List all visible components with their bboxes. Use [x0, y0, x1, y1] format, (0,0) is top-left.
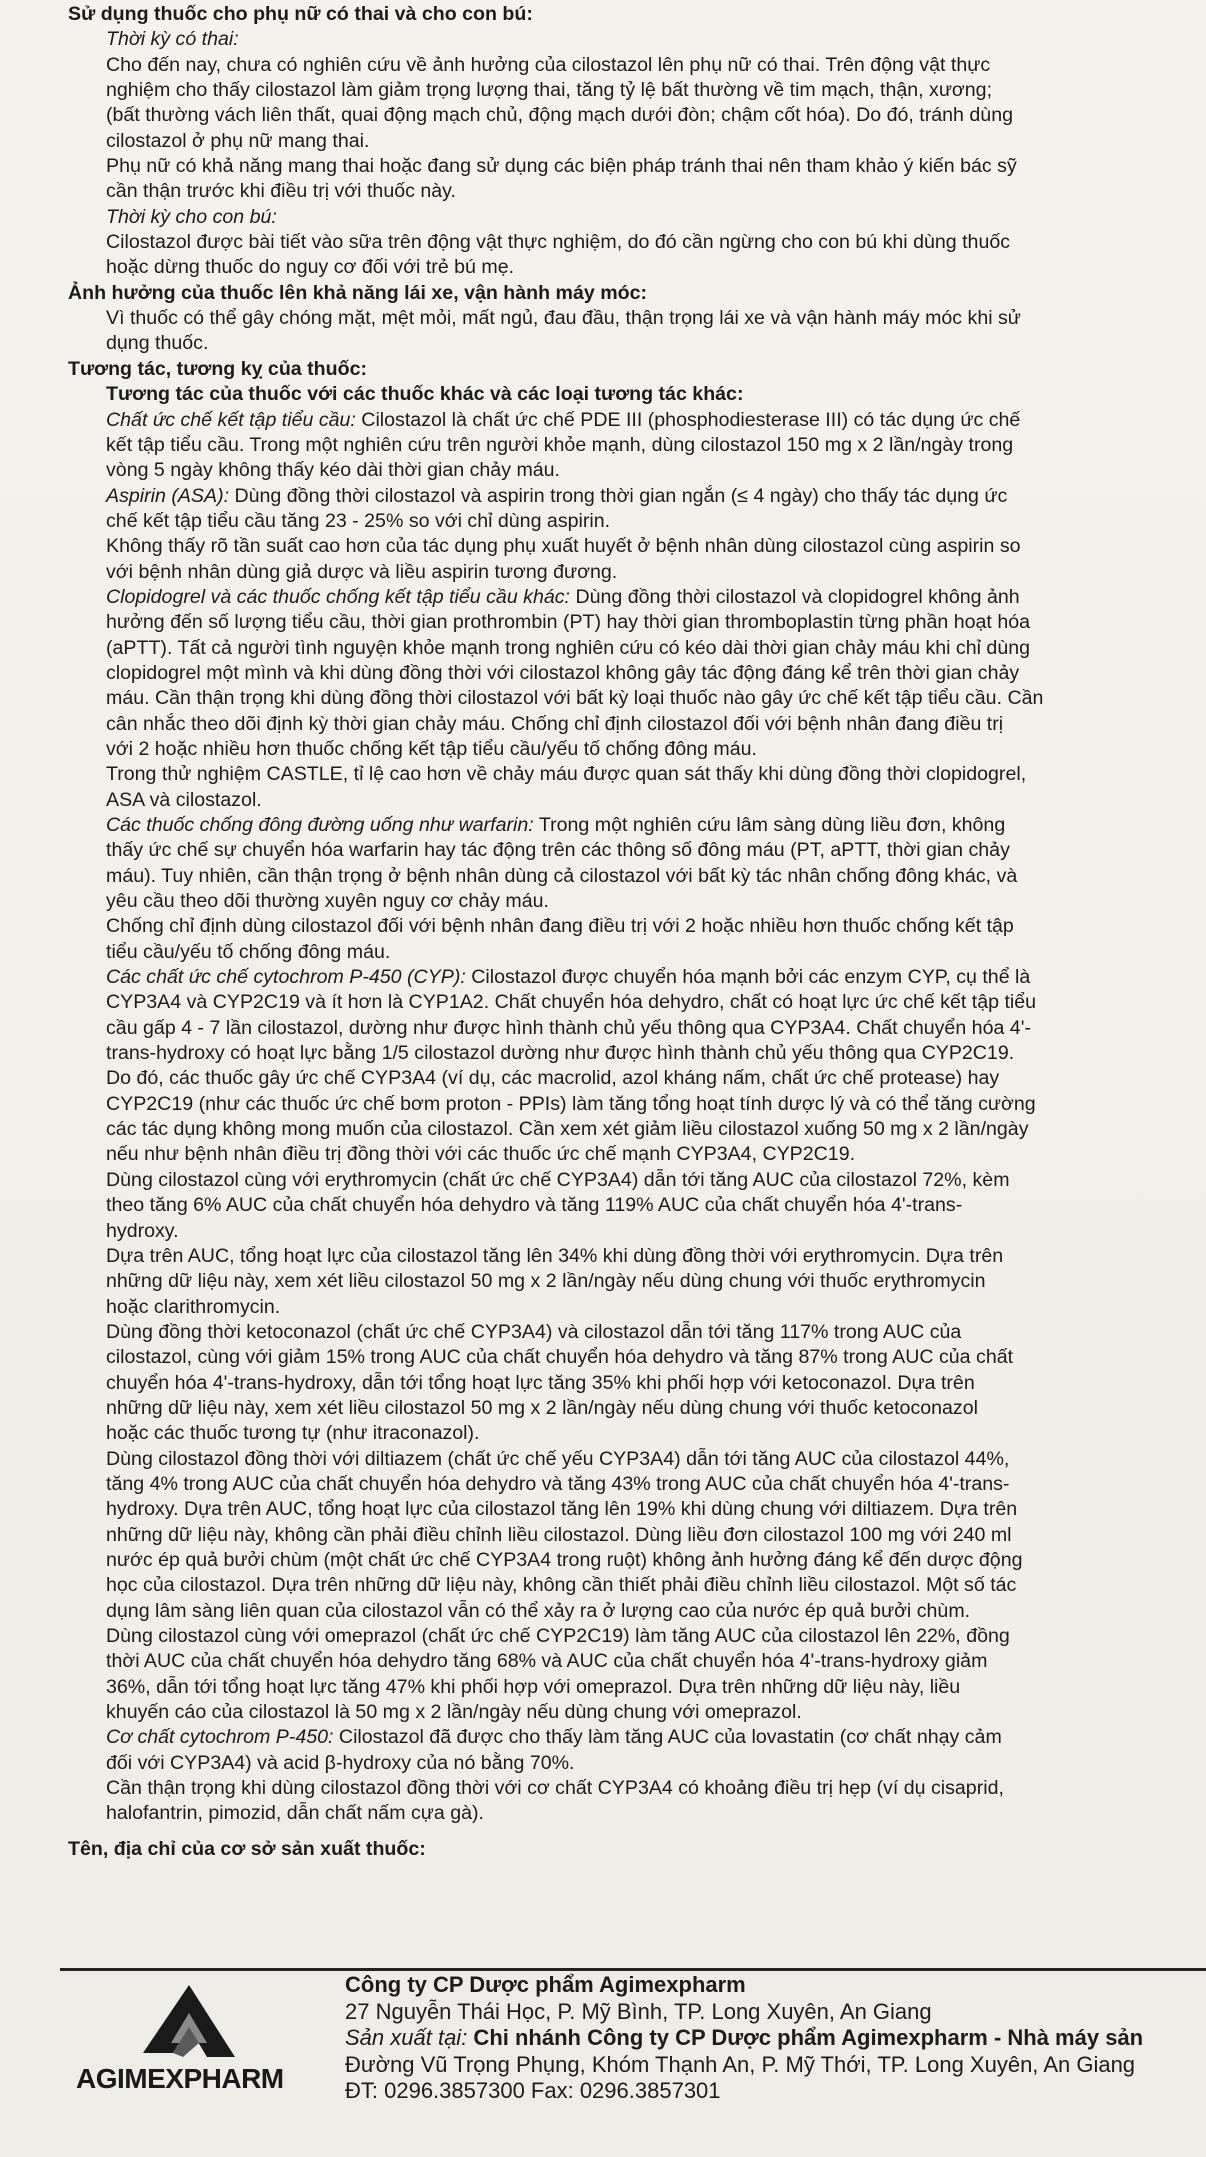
text-line: tăng 4% trong AUC của chất chuyển hóa dehydro và tăng 43% trong AUC của chất chuyển hóa 4'-trans-: [106, 1472, 1010, 1495]
pregnancy-paragraph-2: [106, 154, 1198, 205]
text-line: chuyển hóa 4'-trans-hydroxy, dẫn tới tổng hoạt lực tăng 35% khi phối hợp với ketoconazol. Dựa trên: [106, 1371, 975, 1394]
text-line: halofantrin, pimozid, dẫn chất nấm cựa gà).: [106, 1802, 484, 1825]
logo-wordmark: AGIMEXPHARM: [76, 2063, 284, 2094]
paragraph-text: Dùng đồng thời cilostazol và aspirin trong thời gian ngắn (≤ 4 ngày) cho thấy tác dụng ức: [229, 484, 1008, 507]
paragraph-text: Trong một nghiên cứu lâm sàng dùng liều đơn, không: [533, 814, 1006, 836]
pregnancy-subheading: Thời kỳ có thai:: [106, 28, 239, 51]
text-line: thời AUC của chất chuyển hóa dehydro tăng 68% và AUC của chất chuyển hóa 4'-trans-hydroxy giảm: [106, 1650, 988, 1673]
text-line: Dựa trên AUC, tổng hoạt lực của cilostazol tăng lên 34% khi dùng đồng thời với erythromycin. Dựa trên: [106, 1244, 1004, 1267]
lactation-subheading: Thời kỳ cho con bú:: [106, 205, 277, 228]
text-line: Cần thận trọng khi dùng cilostazol đồng thời với cơ chất CYP3A4 có khoảng điều trị hẹp (ví dụ cisaprid,: [106, 1777, 1004, 1800]
text-line: những dữ liệu này, không cần phải điều chỉnh liều cilostazol. Dùng liều đơn cilostazol 100 mg với 240 ml: [106, 1523, 1012, 1546]
section-divider: [60, 1968, 1206, 1971]
paragraph-label: Clopidogrel và các thuốc chống kết tập tiểu cầu khác:: [106, 585, 571, 608]
text-line: Dùng cilostazol cùng với erythromycin (chất ức chế CYP3A4) dẫn tới tăng AUC của cilostazol 72%, kèm: [106, 1168, 1010, 1191]
substrate-paragraph: [106, 1725, 1198, 1776]
text-line: học của cilostazol. Dựa trên những dữ liệu này, không cần thiết phải điều chỉnh liều cilostazol. Một số tác: [106, 1574, 1017, 1597]
text-line: dụng thuốc.: [106, 332, 209, 355]
text-line: Vì thuốc có thể gây chóng mặt, mệt mỏi, mất ngủ, đau đầu, thận trọng lái xe và vận hành máy móc khi sử: [106, 307, 1021, 330]
text-line: cilostazol ở phụ nữ mang thai.: [106, 129, 370, 152]
text-line: với bệnh nhân dùng giả dược và liều aspirin tương đương.: [106, 560, 618, 583]
leaflet-content: [68, 2, 1198, 1862]
platelet-paragraph: [106, 408, 1198, 484]
text-line: các tác dụng không mong muốn của cilostazol. Cần xem xét giảm liều cilostazol xuống 50 mg x 2 lần/ngày: [106, 1118, 1029, 1141]
text-line: ASA và cilostazol.: [106, 788, 262, 811]
text-line: Do đó, các thuốc gây ức chế CYP3A4 (ví dụ, các macrolid, azol kháng nấm, chất ức chế protease) hay: [106, 1067, 1000, 1090]
text-line: máu. Cần thận trọng khi dùng đồng thời cilostazol với bất kỳ loại thuốc nào gây ức chế kết tập tiểu cầu. Cần: [106, 687, 1044, 710]
text-line: nghiệm cho thấy cilostazol làm giảm trọng lượng thai, tăng tỷ lệ bất thường về tim mạch, thận, xương;: [106, 79, 993, 102]
text-line: với 2 hoặc nhiều hơn thuốc chống kết tập tiểu cầu/yếu tố chống đông máu.: [106, 737, 757, 760]
clopidogrel-paragraph: [106, 585, 1198, 762]
text-line: hoặc dừng thuốc do nguy cơ đối với trẻ bú mẹ.: [106, 256, 515, 279]
cyp-inhibitor-paragraph: [106, 965, 1198, 1168]
text-line: tiểu cầu/yếu tố chống đông máu.: [106, 940, 391, 963]
text-line: Dùng cilostazol đồng thời với diltiazem (chất ức chế yếu CYP3A4) dẫn tới tăng AUC của cilostazol 44%,: [106, 1447, 1010, 1470]
paragraph-text: Cilostazol là chất ức chế PDE III (phosphodiesterase III) có tác dụng ức chế: [355, 408, 1021, 431]
text-line: hưởng đến số lượng tiểu cầu, thời gian prothrombin (PT) hay thời gian thromboplastin từng phần hoạt hóa: [106, 611, 1031, 634]
text-line: Dùng đồng thời ketoconazol (chất ức chế CYP3A4) và cilostazol dẫn tới tăng 117% trong AUC của: [106, 1320, 962, 1343]
erythromycin-paragraph-2: [106, 1244, 1198, 1320]
text-line: [106, 1725, 1198, 1750]
final-caution-paragraph: [106, 1776, 1198, 1827]
logo-triangle-icon: [143, 1985, 235, 2057]
ketoconazol-paragraph: [106, 1320, 1198, 1447]
text-line: clopidogrel một mình và khi dùng đồng thời với cilostazol không gây tác động đáng kể trên thời gian chảy: [106, 661, 1020, 684]
text-line: CYP2C19 (như các thuốc ức chế bơm proton - PPIs) làm tăng tổng hoạt tính dược lý và có thể tăng cường: [106, 1092, 1036, 1115]
paragraph-label: Aspirin (ASA):: [106, 484, 230, 507]
paragraph-text: Dùng đồng thời cilostazol và clopidogrel không ảnh: [570, 585, 1020, 608]
text-line: máu). Tuy nhiên, cần thận trọng ở bệnh nhân dùng cả cilostazol với bất kỳ tác nhân chống đông khác, và: [106, 864, 1018, 887]
text-line: trans-hydroxy có hoạt lực bằng 1/5 cilostazol dường như được hình thành chủ yếu thông qua CYP2C19.: [106, 1042, 1015, 1065]
driving-heading: Ảnh hưởng của thuốc lên khả năng lái xe, vận hành máy móc:: [68, 281, 648, 304]
text-line: Cho đến nay, chưa có nghiên cứu về ảnh hưởng của cilostazol lên phụ nữ có thai. Trên động vật thực: [106, 53, 991, 76]
interactions-heading: Tương tác, tương kỵ của thuốc:: [68, 357, 367, 380]
paragraph-label: Chất ức chế kết tập tiểu cầu:: [106, 408, 356, 431]
paragraph-label: Cơ chất cytochrom P-450:: [106, 1726, 334, 1749]
text-line: cilostazol, cùng với giảm 15% trong AUC của chất chuyển hóa dehydro và tăng 87% trong AUC của chất: [106, 1346, 1014, 1369]
text-line: Chống chỉ định dùng cilostazol đối với bệnh nhân đang điều trị với 2 hoặc nhiều hơn thuốc chống kết tập: [106, 915, 1014, 938]
manufacturer-heading: Tên, địa chỉ của cơ sở sản xuất thuốc:: [68, 1837, 426, 1860]
aspirin-paragraph-2: [106, 534, 1198, 585]
text-line: cần thận trước khi điều trị với thuốc này.: [106, 180, 456, 203]
text-line: Cilostazol được bài tiết vào sữa trên động vật thực nghiệm, do đó cần ngừng cho con bú khi dùng thuốc: [106, 231, 1011, 254]
lactation-paragraph: [106, 230, 1198, 281]
text-line: Phụ nữ có khả năng mang thai hoặc đang sử dụng các biện pháp tránh thai nên tham khảo ý kiến bác sỹ: [106, 155, 1017, 178]
interactions-subheading: Tương tác của thuốc với các thuốc khác và các loại tương tác khác:: [106, 383, 744, 406]
contact-phone-fax: ĐT: 0296.3857300 Fax: 0296.3857301: [345, 2078, 721, 2103]
driving-paragraph: [106, 306, 1198, 357]
castle-paragraph: [106, 762, 1198, 813]
text-line: hoặc các thuốc tương tự (như itraconazol).: [106, 1422, 480, 1445]
paragraph-label: Các thuốc chống đông đường uống như warfarin:: [106, 814, 534, 836]
manufacturer-details: [345, 1972, 1205, 2105]
text-line: kết tập tiểu cầu. Trong một nghiên cứu trên người khỏe mạnh, dùng cilostazol 150 mg x 2 lần/ngày trong: [106, 433, 1014, 456]
aspirin-paragraph: [106, 484, 1198, 535]
company-name: Công ty CP Dược phẩm Agimexpharm: [345, 1972, 746, 1997]
text-line: [106, 813, 1198, 838]
text-line: những dữ liệu này, xem xét liều cilostazol 50 mg x 2 lần/ngày nếu dùng chung với thuốc erythromycin: [106, 1270, 986, 1293]
text-line: [106, 585, 1198, 610]
company-address: 27 Nguyễn Thái Học, P. Mỹ Bình, TP. Long Xuyên, An Giang: [345, 1998, 932, 2024]
text-line: Trong thử nghiệm CASTLE, tỉ lệ cao hơn về chảy máu được quan sát thấy khi dùng đồng thời clopidogrel,: [106, 763, 1027, 786]
contraindication-paragraph: [106, 914, 1198, 965]
text-line: [106, 484, 1198, 509]
oral-anticoagulant-paragraph: [106, 813, 1198, 914]
text-line: nếu như bệnh nhân điều trị đồng thời với các thuốc ức chế mạnh CYP3A4, CYP2C19.: [106, 1143, 856, 1166]
omeprazol-paragraph: [106, 1624, 1198, 1725]
text-line: CYP3A4 và CYP2C19 và ít hơn là CYP1A2. Chất chuyển hóa dehydro, chất có hoạt lực ức chế kết tập tiểu: [106, 991, 1037, 1014]
erythromycin-paragraph: [106, 1168, 1198, 1244]
production-site: [345, 2025, 1205, 2052]
text-line: cân nhắc theo dõi định kỳ thời gian chảy máu. Chống chỉ định cilostazol đối với bệnh nhân đang điều trị: [106, 712, 1004, 735]
text-line: cầu gấp 4 - 7 lần cilostazol, dường như được hình thành chủ yếu thông qua CYP3A4. Chất chuyển hóa 4'-: [106, 1016, 1031, 1039]
company-logo: [68, 1985, 318, 2115]
paragraph-label: Các chất ức chế cytochrom P-450 (CYP):: [106, 966, 466, 989]
text-line: hydroxy.: [106, 1219, 179, 1242]
paragraph-text: Cilostazol đã được cho thấy làm tăng AUC của lovastatin (cơ chất nhạy cảm: [333, 1726, 1002, 1749]
text-line: (aPTT). Tất cả người tình nguyện khỏe mạnh trong nghiên cứu có kéo dài thời gian chảy máu khi chỉ dùng: [106, 636, 1031, 659]
text-line: 36%, dẫn tới tổng hoạt lực tăng 47% khi phối hợp với omeprazol. Dựa trên những dữ liệu này, liều: [106, 1675, 961, 1698]
production-value: Chi nhánh Công ty CP Dược phẩm Agimexpharm - Nhà máy sản: [467, 2025, 1144, 2050]
text-line: Dùng cilostazol cùng với omeprazol (chất ức chế CYP2C19) làm tăng AUC của cilostazol lên 22%, đồng: [106, 1625, 1010, 1647]
text-line: những dữ liệu này, xem xét liều cilostazol 50 mg x 2 lần/ngày nếu dùng chung với thuốc ketoconazol: [106, 1396, 978, 1419]
text-line: vòng 5 ngày không thấy kéo dài thời gian chảy máu.: [106, 459, 561, 482]
pregnancy-paragraph-1: [106, 53, 1198, 154]
text-line: hydroxy. Dựa trên AUC, tổng hoạt lực của cilostazol tăng lên 19% khi dùng chung với diltiazem. Dựa trên: [106, 1498, 1018, 1521]
paragraph-text: Cilostazol được chuyển hóa mạnh bởi các enzym CYP, cụ thể là: [465, 966, 1031, 989]
text-line: [106, 965, 1198, 990]
text-line: theo tăng 6% AUC của chất chuyển hóa dehydro và tăng 119% AUC của chất chuyển hóa 4'-trans-: [106, 1194, 963, 1217]
text-line: hoặc clarithromycin.: [106, 1295, 281, 1318]
text-line: thấy ức chế sự chuyển hóa warfarin hay tác động trên các thông số đông máu (PT, aPTT, thời gian chảy: [106, 839, 1010, 862]
diltiazem-paragraph: [106, 1447, 1198, 1624]
factory-address: Đường Vũ Trọng Phụng, Khóm Thạnh An, P. Mỹ Thới, TP. Long Xuyên, An Giang: [345, 2051, 1136, 2077]
text-line: dụng lâm sàng liên quan của cilostazol vẫn có thể xảy ra ở lượng cao của nước ép quả bưởi chùm.: [106, 1599, 971, 1622]
pregnancy-heading: Sử dụng thuốc cho phụ nữ có thai và cho con bú:: [68, 3, 533, 25]
text-line: khuyến cáo của cilostazol là 50 mg x 2 lần/ngày nếu dùng chung với omeprazol.: [106, 1701, 802, 1724]
text-line: Không thấy rõ tần suất cao hơn của tác dụng phụ xuất huyết ở bệnh nhân dùng cilostazol cùng aspirin so: [106, 535, 1021, 558]
text-line: yêu cầu theo dõi thường xuyên nguy cơ chảy máu.: [106, 890, 549, 913]
text-line: [106, 408, 1198, 433]
text-line: nước ép quả bưởi chùm (một chất ức chế CYP3A4 trong ruột) không ảnh hưởng đáng kể đến dược động: [106, 1548, 1023, 1571]
production-label: Sản xuất tại:: [345, 2025, 468, 2050]
text-line: (bất thường vách liên thất, quai động mạch chủ, động mạch dưới đòn; chậm cốt hóa). Do đó, tránh dùng: [106, 104, 1013, 127]
text-line: chế kết tập tiểu cầu tăng 23 - 25% so với chỉ dùng aspirin.: [106, 509, 611, 532]
text-line: đối với CYP3A4) và acid β-hydroxy của nó bằng 70%.: [106, 1751, 575, 1774]
